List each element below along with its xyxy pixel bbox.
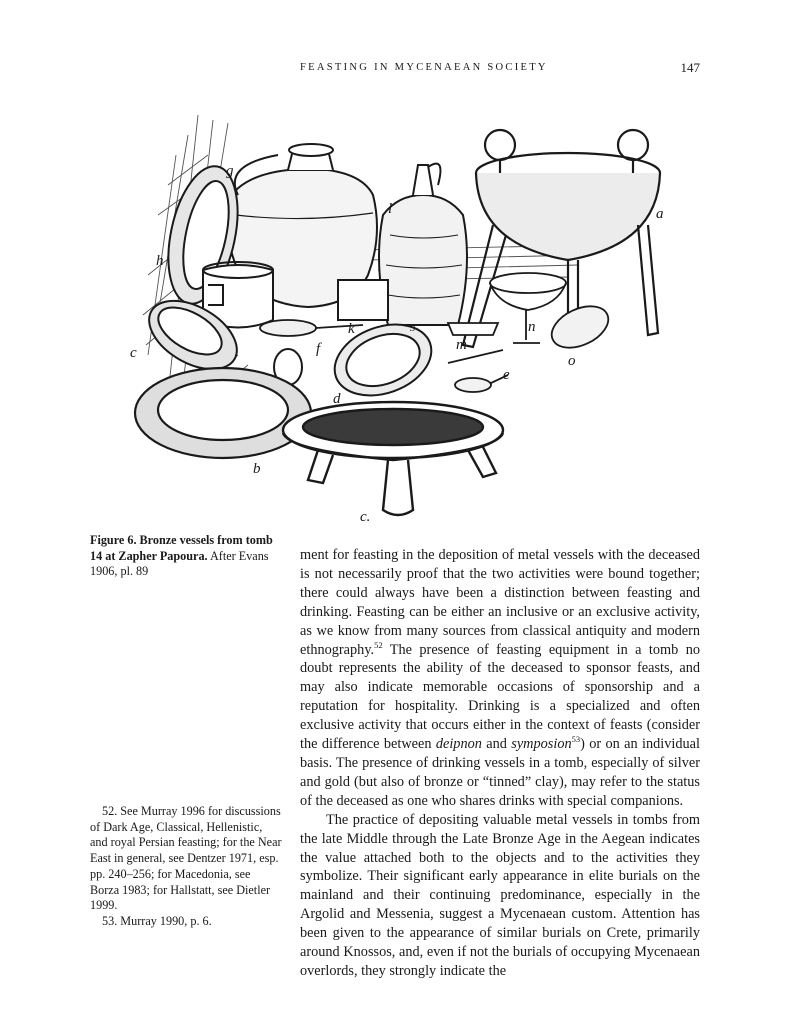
- amphora: [379, 164, 467, 325]
- paragraph-1-part-2: The presence of feasting equipment in a tomb no doubt represents the ability of the deceased to sponsor feasts, and may also indicate memorable occasions of sponsorship and a reputation for hospitality. Drinking is a specialized and often exclusive activity that occurs either in the context of feasts (consider the difference between: [300, 641, 700, 753]
- footnote-53: 53. Murray 1990, p. 6.: [102, 913, 212, 928]
- caption-source: After Evans 1906, pl. 89: [90, 548, 269, 578]
- bronze-vessels-illustration: [128, 95, 688, 530]
- paragraph-1-and: and: [481, 736, 512, 753]
- label-f: f: [316, 341, 321, 357]
- label-g: g: [226, 163, 234, 179]
- paragraph-1-part-1: ment for feasting in the deposition of metal vessels with the deceased is not necessarily proof that the two activities were bound together; there could always have been a distinction between feasting and drinking. Feasting can be either an inclusive or an exclusive activity, as we know from many sources from classical antiquity and modern ethnography.: [300, 547, 700, 658]
- small-pan: [455, 375, 508, 392]
- caption-bold: Figure 6. Bronze vessels from tomb 14 at Zapher Papoura.: [90, 533, 273, 563]
- body-text: [300, 546, 700, 981]
- label-m: m: [456, 337, 467, 353]
- figure-caption: [90, 533, 280, 580]
- paragraph-2: The practice of depositing valuable metal vessels in tombs from the late Middle through the Late Bronze Age in the Aegean indicates the value attached both to the objects and to the activities they symbolize. Their significant early appearance in elite burials on the mainland and their continuing predominance, especially in the Argolid and Messenia, suggest a Mycenaean custom. Attention has been given to the appearance of similar burials on Crete, primarily around Knossos, and, even if not the burials of occupying Mycenaean overlords, they strongly indicate the: [300, 811, 700, 979]
- label-c-bottom: c.: [360, 509, 371, 525]
- term-symposion: symposion: [511, 736, 572, 753]
- label-e: e: [503, 367, 510, 383]
- footnote-52: 52. See Murray 1996 for discussions of Dark Age, Classical, Hellenistic, and royal Persian feasting; for the Near East in general, see Dentzer 1971, esp. pp. 240–256; for Macedonia, see Borza 1983; for Hallstatt, see Dietler 1999.: [90, 804, 282, 913]
- label-l: l: [388, 201, 393, 217]
- tripod-brazier: [283, 402, 503, 515]
- label-3: 3: [410, 322, 416, 334]
- label-a: a: [656, 206, 664, 222]
- label-h: h: [156, 253, 164, 269]
- footnotes: [90, 804, 282, 930]
- term-deipnon: deipnon: [435, 736, 482, 753]
- label-n: n: [528, 319, 536, 335]
- footnote-ref-52: 52: [374, 639, 383, 650]
- tripod-cauldron: [463, 130, 660, 347]
- paragraph-1-part-3: ) or on an individual basis. The presence of drinking vessels in a tomb, especially of silver and gold (but also of bronze or “tinned” clay), may refer to the status of the deceased as one who shares drinks with special companions.: [300, 736, 700, 809]
- label-k: k: [348, 321, 355, 337]
- label-d: d: [333, 391, 341, 407]
- page-number: 147: [680, 60, 700, 75]
- running-head-title: FEASTING IN MYCENAEAN SOCIETY: [300, 62, 548, 73]
- kylix-and-bowls: [448, 273, 615, 363]
- paragraph-1: [300, 546, 700, 811]
- label-o: o: [568, 353, 576, 369]
- label-c-small: c: [130, 345, 137, 361]
- footnote-ref-53: 53: [571, 734, 581, 745]
- large-plate: [135, 368, 311, 458]
- label-b: b: [253, 461, 261, 477]
